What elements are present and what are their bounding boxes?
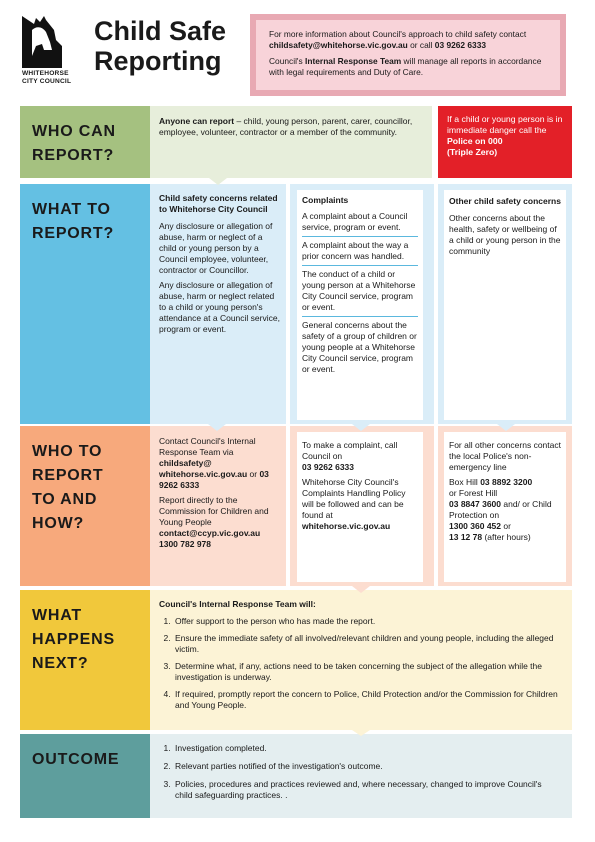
title-line1: Child Safe bbox=[94, 16, 227, 46]
contact-text: For all other concerns contact the local Police's non-emergency line bbox=[449, 440, 561, 472]
list-item: 3. Policies, procedures and practices reviewed and, where necessary, changed to improve Council's child safeguarding practices. . bbox=[173, 779, 560, 801]
forest-hill-phone: 03 8847 3600 bbox=[449, 499, 501, 509]
heading-line: TO AND bbox=[32, 491, 98, 508]
heading-what-to-report bbox=[20, 184, 150, 424]
contact-text: Contact Council's Internal Response Team via bbox=[159, 436, 256, 457]
org-name bbox=[22, 70, 102, 86]
info-text: For more information about Council's approach to child safety contact bbox=[269, 29, 527, 39]
org-name-line1: WHITEHORSE bbox=[22, 70, 69, 77]
contact-text: Report directly to the Commission for Children and Young People bbox=[159, 495, 269, 527]
after-hours-phone: 13 12 78 bbox=[449, 532, 483, 542]
police-numbers-paragraph bbox=[449, 477, 561, 543]
complaints-column bbox=[297, 190, 423, 420]
info-paragraph-contact bbox=[269, 29, 552, 50]
info-email-link[interactable]: childsafety@whitehorse.vic.gov.au bbox=[269, 39, 408, 50]
heading-line: HAPPENS bbox=[32, 631, 115, 648]
page-title bbox=[94, 16, 254, 76]
column-paragraph: Other concerns about the health, safety or wellbeing of a child or young person in the community bbox=[449, 213, 561, 256]
list-item: 4. If required, promptly report the concern to Police, Child Protection and/or the Commission for Children and Young People. bbox=[173, 689, 560, 711]
list-item: 2. Ensure the immediate safety of all involved/relevant children and young people, including the alleged victim. bbox=[173, 633, 560, 655]
child-protection-phone: 1300 360 452 bbox=[449, 521, 501, 531]
heading-line: OUTCOME bbox=[32, 751, 120, 768]
who-can-body: – child, young person, parent, carer, councillor, employee, volunteer, contractor or a member of the community. bbox=[159, 116, 413, 137]
response-team-title: Council's Internal Response Team will: bbox=[159, 599, 316, 609]
emergency-triple-zero: (Triple Zero) bbox=[447, 147, 498, 157]
arrow-down-icon bbox=[497, 424, 515, 431]
heading-line: REPORT bbox=[32, 467, 104, 484]
contact-text: To make a complaint, call Council on bbox=[302, 440, 398, 461]
org-name-line2: CITY COUNCIL bbox=[22, 78, 72, 85]
arrow-down-icon bbox=[352, 586, 370, 593]
complaint-contact-paragraph bbox=[302, 440, 418, 473]
council-email-link[interactable]: childsafety@ whitehorse.vic.gov.au bbox=[159, 458, 248, 479]
ccyp-email-link[interactable]: contact@ccyp.vic.gov.au bbox=[159, 528, 261, 538]
contact-text: or bbox=[501, 521, 511, 531]
emergency-police-number: Police on 000 bbox=[447, 136, 503, 146]
heading-line: WHO TO bbox=[32, 443, 103, 460]
info-team-name: Internal Response Team bbox=[305, 56, 402, 66]
heading-line: REPORT? bbox=[32, 147, 115, 164]
list-item: 1. Investigation completed. bbox=[173, 743, 560, 754]
council-phone: 03 9262 6333 bbox=[159, 469, 269, 490]
contact-text: or bbox=[247, 469, 260, 479]
complaint-item: General concerns about the safety of a group of children or young people at a Whitehorse City Council service, program or event. bbox=[302, 320, 417, 374]
box-hill-phone: 03 8892 3200 bbox=[480, 477, 533, 487]
complaints-phone: 03 9262 6333 bbox=[302, 462, 354, 472]
heading-outcome bbox=[20, 734, 150, 818]
ccyp-paragraph bbox=[159, 495, 280, 550]
heading-what-happens-next bbox=[20, 590, 150, 730]
list-item: 1. Offer support to the person who has made the report. bbox=[173, 616, 560, 627]
info-text: or call bbox=[407, 39, 435, 50]
info-box bbox=[256, 20, 560, 90]
emergency-text: If a child or young person is in immediate danger call the bbox=[447, 114, 563, 135]
column-title: Child safety concerns related to Whitehorse City Council bbox=[159, 193, 278, 214]
info-text: will manage all reports in accordance with legal requirements and Duty of Care. bbox=[269, 56, 542, 77]
heading-who-can-report bbox=[20, 106, 150, 178]
contact-text: and/ or Child Protection on bbox=[449, 499, 552, 520]
heading-line: WHO CAN bbox=[32, 123, 116, 140]
info-paragraph-team bbox=[269, 56, 552, 77]
column-paragraph: Any disclosure or allegation of abuse, harm or neglect related to a child or young person's attendance at a Council service, program or event. bbox=[159, 280, 280, 334]
ccyp-phone: 1300 782 978 bbox=[159, 539, 211, 549]
horse-head-icon bbox=[22, 16, 62, 68]
outcome-content bbox=[150, 734, 572, 818]
police-contact-column bbox=[444, 432, 566, 582]
complaint-item: A complaint about the way a prior concern was handled. bbox=[302, 237, 418, 266]
column-title: Complaints bbox=[302, 195, 349, 205]
emergency-notice bbox=[438, 106, 572, 178]
contact-paragraph bbox=[159, 436, 280, 491]
arrow-down-icon bbox=[352, 730, 370, 736]
complaint-policy-paragraph bbox=[302, 477, 418, 532]
heading-line: HOW? bbox=[32, 515, 85, 532]
column-title: Other child safety concerns bbox=[449, 196, 561, 206]
contact-text: or Forest Hill bbox=[449, 488, 498, 498]
council-website-link[interactable]: whitehorse.vic.gov.au bbox=[302, 521, 391, 531]
heading-line: NEXT? bbox=[32, 655, 89, 672]
heading-who-to-report bbox=[20, 426, 150, 586]
what-happens-next-content bbox=[150, 590, 572, 730]
info-phone: 03 9262 6333 bbox=[434, 39, 487, 50]
arrow-down-icon bbox=[208, 424, 226, 431]
arrow-down-icon bbox=[209, 178, 227, 185]
info-text: Council's bbox=[269, 56, 306, 66]
heading-line: WHAT bbox=[32, 607, 82, 624]
complaint-item: The conduct of a child or young person at a Whitehorse City Council service, program or event. bbox=[302, 266, 418, 317]
complaint-item: A complaint about a Council service, program or event. bbox=[302, 208, 418, 237]
list-item: 3. Determine what, if any, actions need to be taken concerning the subject of the allegation while the investigation is underway. bbox=[173, 661, 560, 683]
heading-line: WHAT TO bbox=[32, 201, 111, 218]
complaint-contact-column bbox=[297, 432, 423, 582]
arrow-down-icon bbox=[352, 424, 370, 431]
contact-text: Whitehorse City Council's Complaints Handling Policy will be followed and can be found at bbox=[302, 477, 406, 520]
who-can-report-text bbox=[150, 106, 432, 178]
title-line2: Reporting bbox=[94, 46, 222, 76]
outcome-list bbox=[159, 743, 560, 801]
child-safety-concerns-column bbox=[150, 184, 286, 424]
response-steps-list bbox=[159, 616, 560, 711]
other-concerns-column bbox=[444, 190, 566, 420]
who-can-lead: Anyone can report bbox=[159, 116, 235, 126]
list-item: 2. Relevant parties notified of the investigation's outcome. bbox=[173, 761, 560, 772]
heading-line: REPORT? bbox=[32, 225, 115, 242]
contact-text: (after hours) bbox=[482, 532, 531, 542]
column-paragraph: Any disclosure or allegation of abuse, harm or neglect of a child or young person by a Council employee, volunteer, contractor or Councillor. bbox=[159, 221, 273, 275]
contact-text: Box Hill bbox=[449, 477, 481, 487]
contact-council-column bbox=[150, 426, 286, 586]
